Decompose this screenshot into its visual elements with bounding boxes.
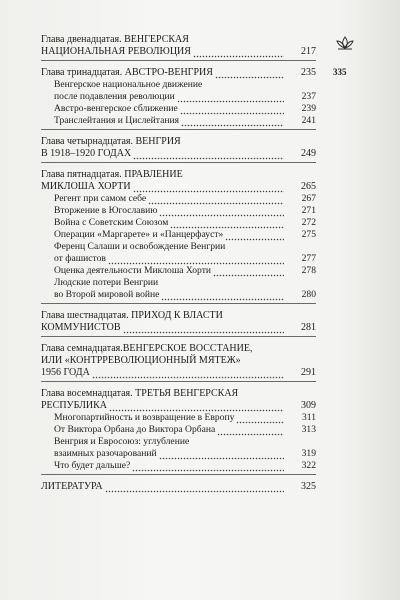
chapter-title: [41, 343, 316, 379]
section-entry-text: Что будет дальше?: [54, 460, 131, 471]
chapter-title-text: 1956 ГОДА: [41, 367, 90, 378]
chapter-block: [41, 136, 316, 163]
chapter-title: [41, 136, 316, 160]
dot-leader: [236, 412, 284, 424]
section-entry-text: Венгрия и Евросоюз: углубление: [54, 436, 190, 447]
chapter-title: [41, 388, 316, 412]
page-ref: 275: [301, 229, 316, 240]
chapter-title-text: ЛИТЕРАТУРА: [41, 481, 103, 492]
page-ref: 272: [301, 217, 316, 228]
section-entry-text: Венгерское национальное движение: [54, 79, 203, 90]
chapter-title-text: Глава тринадцатая. АВСТРО-ВЕНГРИЯ: [41, 67, 213, 78]
page-number: 335: [333, 67, 347, 77]
page-ref: 235: [301, 67, 316, 78]
page-ref: 249: [301, 148, 316, 159]
dot-leader: [105, 481, 284, 493]
chapter-block: [41, 169, 316, 304]
dot-leader: [181, 115, 284, 127]
section-entry-text: после подавления революции: [54, 91, 175, 102]
page-ref: 278: [301, 265, 316, 276]
section-entry: [41, 265, 316, 277]
chapter-title-text: ИЛИ «КОНТРРЕВОЛЮЦИОННЫЙ МЯТЕЖ»: [41, 355, 241, 366]
page-ref: 325: [301, 481, 316, 492]
page-ref: 322: [301, 460, 316, 471]
dot-leader: [159, 448, 284, 460]
chapter-title-text: В 1918–1920 ГОДАХ: [41, 148, 132, 159]
chapter-block: [41, 388, 316, 475]
section-entry: [41, 436, 316, 460]
dot-leader: [109, 400, 284, 412]
section-entry-text: Оценка деятельности Миклоша Хорти: [54, 265, 212, 276]
chapter-title-text: КОММУНИСТОВ: [41, 322, 121, 333]
chapter-title-text: РЕСПУБЛИКА: [41, 400, 108, 411]
chapter-block: [41, 310, 316, 337]
dot-leader: [123, 322, 285, 334]
section-entry-text: Австро-венгерское сближение: [54, 103, 178, 114]
section-entry-text: Вторжение в Югославию: [54, 205, 158, 216]
section-entry-text: Многопартийность и возвращение в Европу: [54, 412, 235, 423]
section-entry: [41, 205, 316, 217]
section-entry-text: Ференц Салаши и освобождение Венгрии: [54, 241, 226, 252]
dot-leader: [132, 460, 284, 472]
dot-leader: [177, 91, 284, 103]
page-ref: 217: [301, 46, 316, 57]
section-entry: [41, 424, 316, 436]
table-of-contents: [41, 34, 316, 501]
dot-leader: [92, 367, 284, 379]
lotus-ornament-icon: [335, 35, 355, 51]
dot-leader: [180, 103, 284, 115]
section-entry: [41, 277, 316, 301]
page-ref: 241: [301, 115, 316, 126]
dot-leader: [193, 46, 284, 58]
dot-leader: [215, 67, 284, 79]
page-ref: 267: [301, 193, 316, 204]
page-ref: 271: [301, 205, 316, 216]
dot-leader: [148, 193, 284, 205]
page-ref: 291: [301, 367, 316, 378]
chapter-title: [41, 481, 316, 493]
section-entry-text: от фашистов: [54, 253, 106, 264]
chapter-title-text: Глава пятнадцатая. ПРАВЛЕНИЕ: [41, 169, 183, 180]
dot-leader: [170, 217, 284, 229]
chapter-title: [41, 310, 316, 334]
section-entry: [41, 193, 316, 205]
chapter-title: [41, 169, 316, 193]
section-entry: [41, 115, 316, 127]
page-ref: 309: [301, 400, 316, 411]
page-ref: 311: [301, 412, 316, 423]
chapter-title-text: Глава семнадцатая.ВЕНГЕРСКОЕ ВОССТАНИЕ,: [41, 343, 253, 354]
page-ref: 239: [301, 103, 316, 114]
section-entry-text: От Виктора Орбана до Виктора Орбана: [54, 424, 216, 435]
chapter-block: [41, 481, 316, 495]
dot-leader: [217, 424, 284, 436]
dot-leader: [108, 253, 284, 265]
section-entry: [41, 241, 316, 265]
dot-leader: [161, 289, 284, 301]
dot-leader: [225, 229, 284, 241]
page-ref: 319: [301, 448, 316, 459]
section-entry-text: Война с Советским Союзом: [54, 217, 169, 228]
section-entry-text: Регент при самом себе: [54, 193, 147, 204]
section-entry-text: во Второй мировой войне: [54, 289, 160, 300]
section-entry: [41, 103, 316, 115]
section-entry: [41, 412, 316, 424]
page-ref: 281: [301, 322, 316, 333]
section-entry-text: взаимных разочарований: [54, 448, 157, 459]
dot-leader: [133, 148, 284, 160]
chapter-title-text: НАЦИОНАЛЬНАЯ РЕВОЛЮЦИЯ: [41, 46, 191, 57]
chapter-title-text: Глава восемнадцатая. ТРЕТЬЯ ВЕНГЕРСКАЯ: [41, 388, 239, 399]
page-ref: 313: [301, 424, 316, 435]
section-entry: [41, 217, 316, 229]
chapter-block: [41, 67, 316, 130]
chapter-block: [41, 343, 316, 382]
chapter-title-text: МИКЛОША ХОРТИ: [41, 181, 131, 192]
chapter-title-text: Глава шестнадцатая. ПРИХОД К ВЛАСТИ: [41, 310, 223, 321]
chapter-block: [41, 34, 316, 61]
section-entry-text: Транслейтания и Цислейтания: [54, 115, 180, 126]
chapter-title-text: Глава четырнадцатая. ВЕНГРИЯ: [41, 136, 181, 147]
page-ref: 277: [301, 253, 316, 264]
section-entry: [41, 79, 316, 103]
dot-leader: [133, 181, 284, 193]
section-entry: [41, 229, 316, 241]
chapter-title-text: Глава двенадцатая. ВЕНГЕРСКАЯ: [41, 34, 189, 45]
section-entry-text: Операции «Маргарете» и «Панцерфауст»: [54, 229, 224, 240]
section-entry: [41, 460, 316, 472]
page-ref: 280: [301, 289, 316, 300]
chapter-title: [41, 67, 316, 79]
page-ref: 237: [301, 91, 316, 102]
chapter-title: [41, 34, 316, 58]
dot-leader: [213, 265, 284, 277]
page-ref: 265: [301, 181, 316, 192]
section-entry-text: Людские потери Венгрии: [54, 277, 159, 288]
dot-leader: [159, 205, 284, 217]
